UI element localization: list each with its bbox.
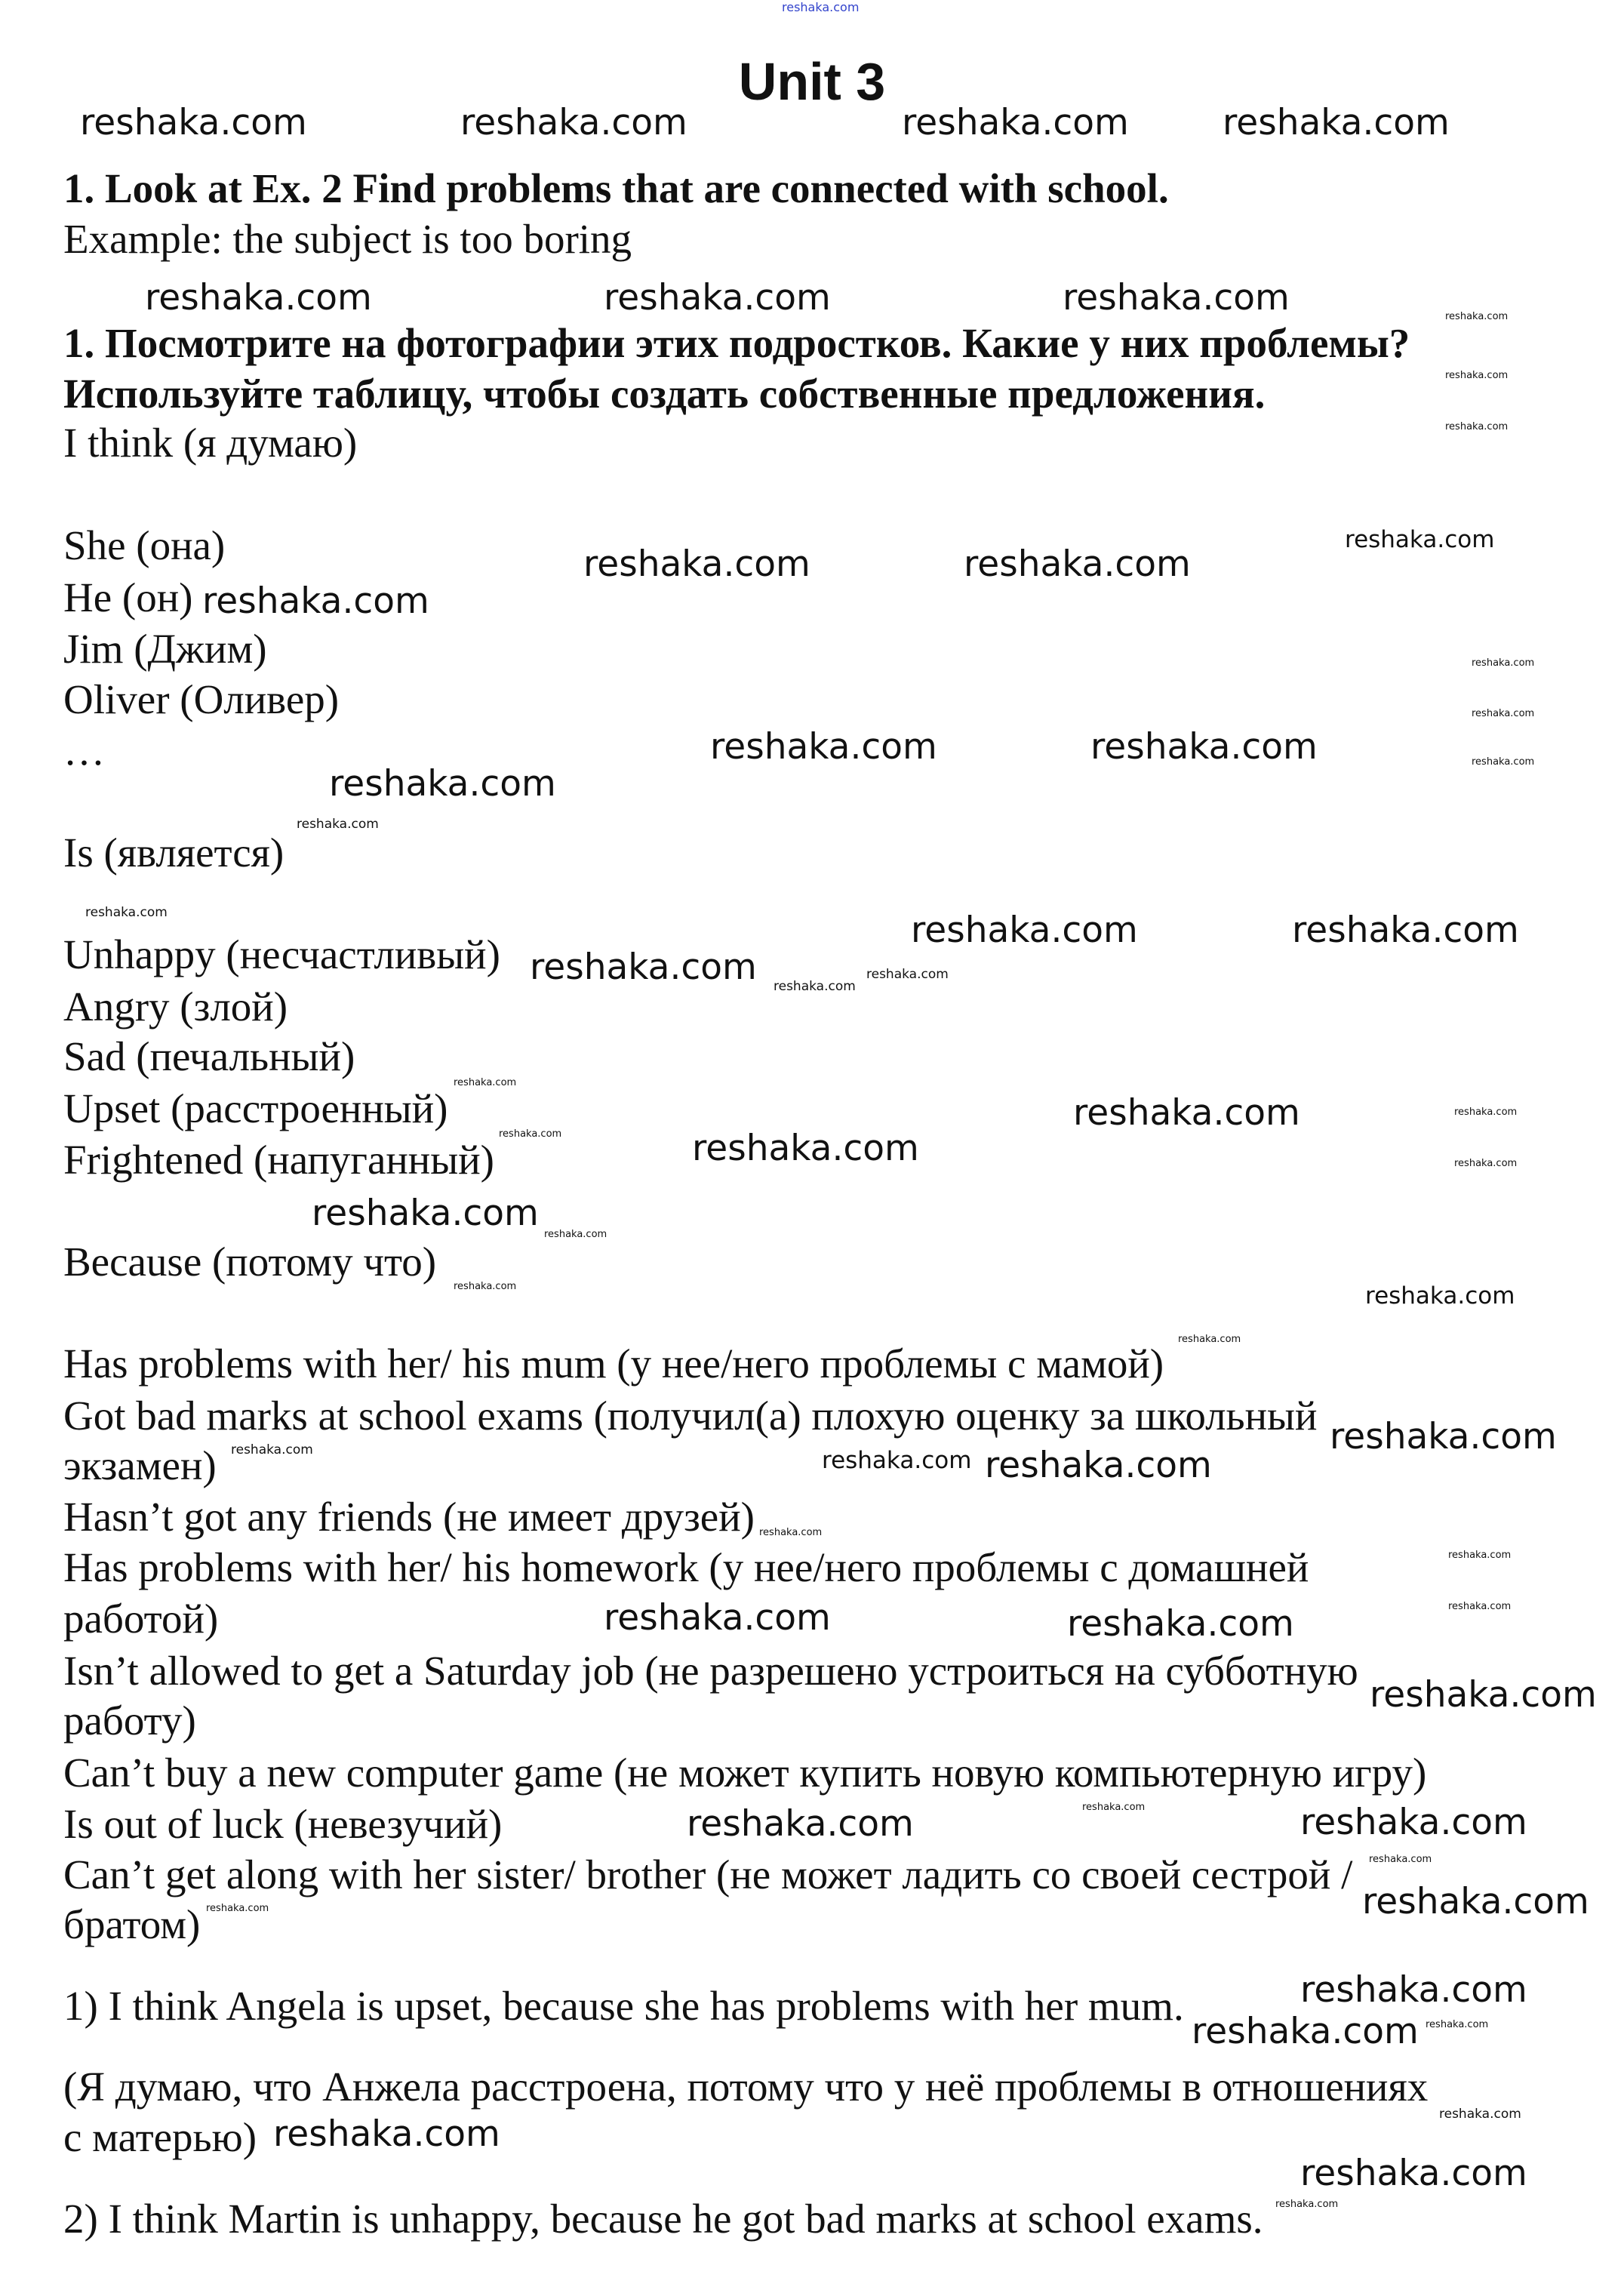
- text-line: Isn’t allowed to get a Saturday job (не разрешено устроиться на субботную: [63, 1648, 1358, 1694]
- watermark: reshaka.com: [1345, 526, 1495, 553]
- watermark: reshaka.com: [687, 1803, 914, 1845]
- task1-example: Example: the subject is too boring: [63, 216, 632, 262]
- watermark: reshaka.com: [297, 817, 379, 832]
- watermark: reshaka.com: [1330, 1416, 1557, 1457]
- text-line: 1) I think Angela is upset, because she has problems with her mum.: [63, 1983, 1184, 2029]
- watermark: reshaka.com: [1300, 1969, 1527, 2011]
- text-line: (Я думаю, что Анжела расстроена, потому что у неё проблемы в отношениях: [63, 2064, 1429, 2110]
- watermark: reshaka.com: [1082, 1802, 1146, 1813]
- watermark: reshaka.com: [1063, 277, 1290, 319]
- watermark: reshaka.com: [273, 2113, 500, 2155]
- watermark: reshaka.com: [329, 763, 556, 805]
- text-line: Got bad marks at school exams (получил(а) плохую оценку за школьный: [63, 1393, 1318, 1439]
- watermark: reshaka.com: [710, 726, 937, 768]
- watermark: reshaka.com: [1445, 421, 1509, 432]
- task1-heading: 1. Look at Ex. 2 Find problems that are connected with school.: [63, 165, 1169, 211]
- text-line: экзамен): [63, 1442, 217, 1488]
- watermark: reshaka.com: [206, 1903, 269, 1914]
- watermark: reshaka.com: [1300, 2153, 1527, 2194]
- watermark: reshaka.com: [1362, 1881, 1589, 1922]
- watermark: reshaka.com: [964, 543, 1191, 585]
- text-line: работой): [63, 1596, 219, 1642]
- watermark: reshaka.com: [1365, 1282, 1515, 1310]
- watermark: reshaka.com: [231, 1442, 313, 1457]
- watermark: reshaka.com: [1448, 1601, 1512, 1612]
- watermark: reshaka.com: [1445, 311, 1509, 322]
- watermark: reshaka.com: [1472, 708, 1535, 719]
- watermark: reshaka.com: [822, 1447, 972, 1474]
- text-line: Sad (печальный): [63, 1033, 355, 1079]
- text-line: Hasn’t got any friends (не имеет друзей): [63, 1494, 755, 1540]
- watermark: reshaka.com: [1448, 1550, 1512, 1561]
- watermark: reshaka.com: [1067, 1603, 1294, 1645]
- page-title: Unit 3: [738, 52, 886, 111]
- watermark: reshaka.com: [544, 1229, 607, 1240]
- text-line: с матерью): [63, 2114, 257, 2160]
- text-line: братом): [63, 1901, 201, 1947]
- watermark: reshaka.com: [1472, 657, 1535, 669]
- watermark: reshaka.com: [759, 1527, 823, 1538]
- watermark: reshaka.com: [530, 946, 757, 988]
- watermark: reshaka.com: [692, 1128, 919, 1169]
- watermark: reshaka.com: [1223, 102, 1450, 143]
- top-watermark: reshaka.com: [782, 0, 860, 14]
- text-line: Has problems with her/ his mum (у нее/него проблемы с мамой): [63, 1340, 1164, 1387]
- text-line: Upset (расстроенный): [63, 1085, 448, 1131]
- text-line: Frightened (напуганный): [63, 1137, 494, 1183]
- text-line: …: [63, 728, 105, 774]
- watermark: reshaka.com: [85, 905, 168, 920]
- text-line: Angry (злой): [63, 983, 288, 1030]
- watermark: reshaka.com: [1369, 1854, 1432, 1865]
- watermark: reshaka.com: [604, 277, 831, 319]
- watermark: reshaka.com: [499, 1128, 562, 1140]
- task2-heading-2: Используйте таблицу, чтобы создать собственные предложения.: [63, 371, 1266, 417]
- text-line: Unhappy (несчастливый): [63, 931, 500, 977]
- text-line: He (он): [63, 574, 193, 620]
- text-line: Because (потому что): [63, 1239, 437, 1285]
- watermark: reshaka.com: [80, 102, 307, 143]
- watermark: reshaka.com: [454, 1281, 517, 1292]
- watermark: reshaka.com: [1454, 1106, 1518, 1118]
- text-line: Can’t get along with her sister/ brother (не может ладить со своей сестрой /: [63, 1851, 1353, 1897]
- text-line: Can’t buy a new computer game (не может купить новую компьютерную игру): [63, 1750, 1427, 1796]
- watermark: reshaka.com: [902, 102, 1129, 143]
- watermark: reshaka.com: [1292, 910, 1519, 951]
- watermark: reshaka.com: [583, 543, 810, 585]
- watermark: reshaka.com: [1073, 1092, 1300, 1134]
- watermark: reshaka.com: [1192, 2011, 1419, 2052]
- text-line: Is out of luck (невезучий): [63, 1801, 503, 1847]
- watermark: reshaka.com: [145, 277, 372, 319]
- text-line: Jim (Джим): [63, 626, 267, 672]
- watermark: reshaka.com: [454, 1077, 517, 1088]
- watermark: reshaka.com: [985, 1445, 1212, 1486]
- text-line: работу): [63, 1697, 196, 1744]
- watermark: reshaka.com: [1426, 2019, 1489, 2030]
- text-line: 2) I think Martin is unhappy, because he got bad marks at school exams.: [63, 2196, 1263, 2242]
- watermark: reshaka.com: [1090, 726, 1318, 768]
- watermark: reshaka.com: [202, 580, 429, 622]
- watermark: reshaka.com: [1445, 370, 1509, 381]
- watermark: reshaka.com: [1472, 756, 1535, 768]
- text-line: Has problems with her/ his homework (у нее/него проблемы с домашней: [63, 1544, 1309, 1590]
- watermark: reshaka.com: [460, 102, 687, 143]
- text-line: I think (я думаю): [63, 420, 358, 466]
- watermark: reshaka.com: [1454, 1158, 1518, 1169]
- watermark: reshaka.com: [911, 910, 1138, 951]
- text-line: She (она): [63, 522, 226, 568]
- watermark: reshaka.com: [866, 967, 949, 982]
- watermark: reshaka.com: [604, 1597, 831, 1639]
- text-line: Is (является): [63, 829, 285, 876]
- watermark: reshaka.com: [1300, 1802, 1527, 1843]
- text-line: Oliver (Оливер): [63, 676, 340, 722]
- watermark: reshaka.com: [1370, 1674, 1597, 1716]
- watermark: reshaka.com: [774, 979, 856, 994]
- watermark: reshaka.com: [312, 1193, 539, 1234]
- watermark: reshaka.com: [1275, 2199, 1339, 2210]
- task2-heading-1: 1. Посмотрите на фотографии этих подростков. Какие у них проблемы?: [63, 320, 1410, 366]
- watermark: reshaka.com: [1178, 1334, 1241, 1345]
- watermark: reshaka.com: [1439, 2107, 1521, 2122]
